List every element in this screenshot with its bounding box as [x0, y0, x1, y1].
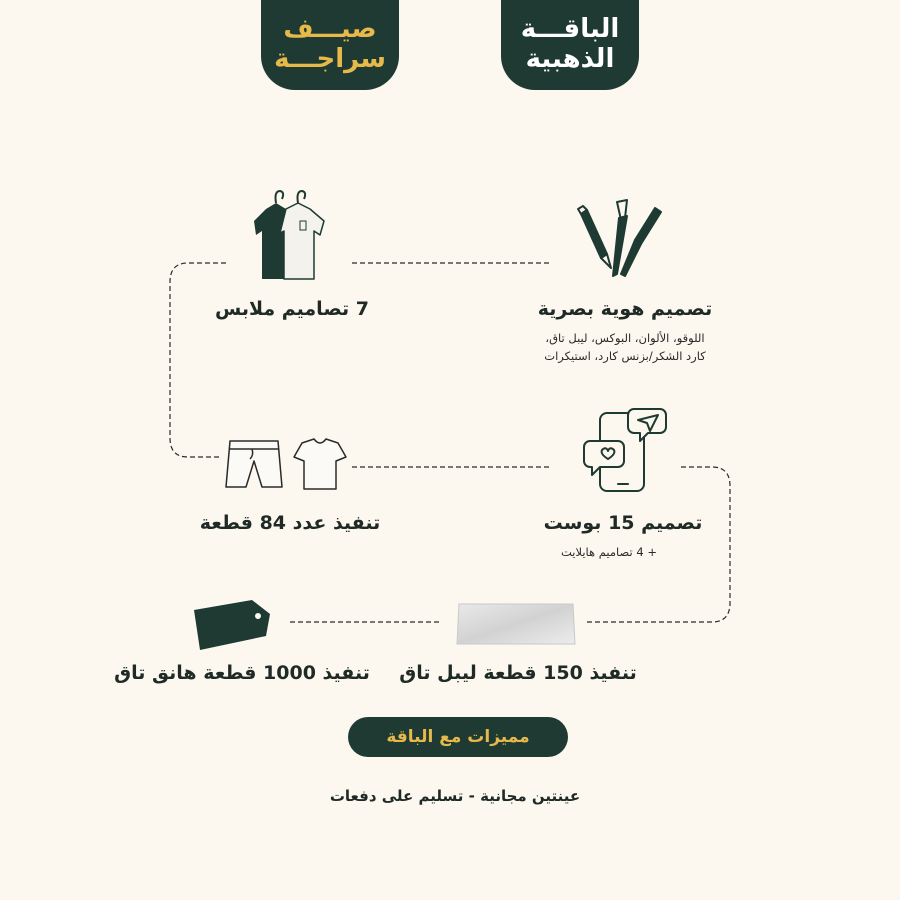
- step-hang-tag-title: تنفيذ 1000 قطعة هانق تاق: [114, 662, 370, 684]
- connector-2: [170, 263, 226, 457]
- brand-name-line-1: صيـــف: [283, 14, 377, 45]
- brand-name-line-2: سراجـــة: [274, 44, 386, 74]
- step-posts-title: تصميم 15 بوست: [543, 512, 703, 534]
- phone-social-icon: [582, 405, 668, 495]
- features-text: عينتين مجانية - تسليم على دفعات: [329, 787, 581, 805]
- features-heading-pill: [348, 717, 568, 757]
- tshirt-shorts-icon: [224, 437, 350, 495]
- hanging-shirts-icon: [252, 187, 330, 283]
- step-clothing-designs-title: 7 تصاميم ملابس: [214, 298, 370, 320]
- package-name-line-2: الذهبية: [525, 44, 615, 74]
- hang-tag-icon: [192, 596, 274, 654]
- step-identity-sub-line-2: كارد الشكر/بزنس كارد، استيكرات: [544, 348, 706, 363]
- step-label-tag-title: تنفيذ 150 قطعة ليبل تاق: [399, 662, 637, 684]
- step-posts-sub: + 4 تصاميم هايلايت: [560, 545, 658, 559]
- fabric-label-icon: [456, 602, 576, 646]
- step-identity-sub-line-1: اللوقو، الألوان، البوكس، ليبل تاق،: [545, 331, 705, 345]
- pen-brush-icon: [575, 196, 665, 282]
- features-heading: مميزات مع الباقة: [386, 727, 530, 747]
- step-identity-title: تصميم هوية بصرية: [537, 298, 713, 320]
- package-name-line-1: الباقـــة: [520, 14, 620, 45]
- step-identity-sub: [544, 330, 705, 366]
- step-pieces-title: تنفيذ عدد 84 قطعة: [199, 512, 381, 534]
